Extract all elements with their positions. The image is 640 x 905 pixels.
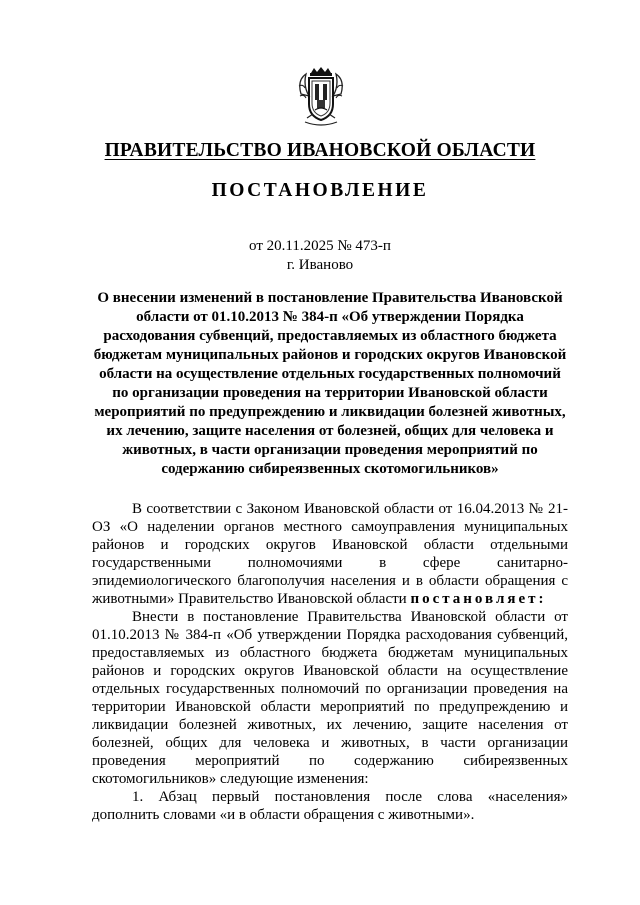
date-number: от 20.11.2025 № 473-п: [249, 238, 391, 254]
resolves-word: постановляет:: [410, 591, 547, 607]
paragraph-item-1: 1. Абзац первый постановления после слова «населения» дополнить словами «и в области обращения с животными».: [92, 789, 568, 823]
paragraph-amendment: Внести в постановление Правительства Ивановской области от 01.10.2013 № 384-п «Об утверждении Порядка расходования субвенций, предоставляемых из областного бюджета бюджетам муниципальных районов и городских округов Ивановской области на осуществление отдельных государственных полномочий по организации проведения на территории Ивановской области мероприятий по предупреждению и ликвидации болезней животных, их лечению, защите населения от болезней, общих для человека и животных, в части организации проведения мероприятий по содержанию сибиреязвенных скотомогильников» следующие изменения:: [92, 609, 568, 787]
ivanovo-coat-of-arms-icon: [297, 66, 345, 126]
paragraph-preamble: [92, 500, 568, 608]
document-type: ПОСТАНОВЛЕНИЕ: [211, 180, 429, 201]
city: г. Иваново: [286, 257, 354, 273]
document-heading: О внесении изменений в постановление Правительства Ивановской области от 01.10.2013 № 384-п «Об утверждении Порядка расходования субвенций, предоставляемых из областного бюджета бюджетам муниципальных районов и городских округов Ивановской области на осуществление отдельных государственных полномочий по организации проведения на территории Ивановской области мероприятий по предупреждению и ликвидации болезней животных, их лечению, защите населения от болезней, общих для человека и животных, в части организации проведения мероприятий по содержанию сибиреязвенных скотомогильников»: [93, 290, 567, 477]
government-title: ПРАВИТЕЛЬСТВО ИВАНОВСКОЙ ОБЛАСТИ: [104, 140, 536, 161]
document-body: [92, 500, 568, 824]
preamble-text: В соответствии с Законом Ивановской области от 16.04.2013 № 21-ОЗ «О наделении органов местного самоуправления муниципальных районов и городских округов Ивановской области отдельными государственными полномочиями в сфере санитарно-эпидемиологического благополучия населения и в области обращения с животными» Правительство Ивановской области: [92, 501, 568, 607]
